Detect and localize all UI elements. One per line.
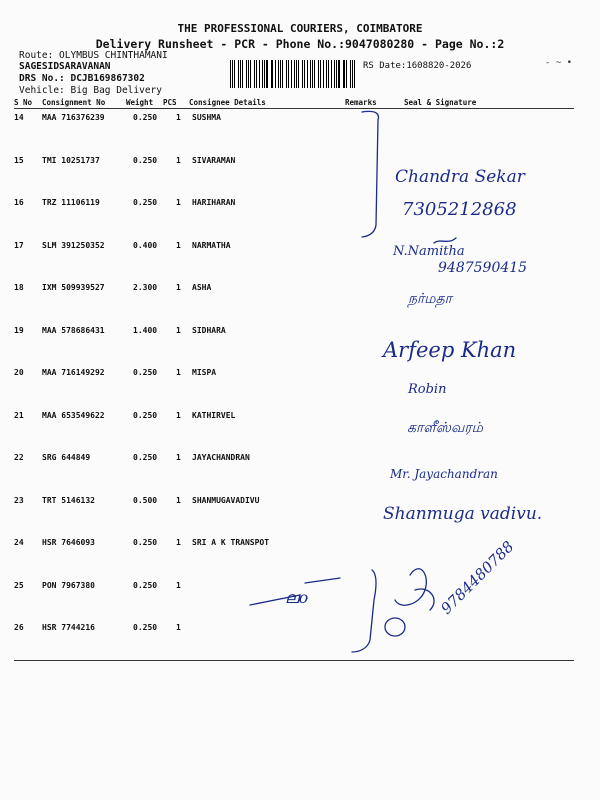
row-sno: 15 xyxy=(14,156,24,165)
row-consignment: MAA 578686431 xyxy=(42,326,105,335)
row-consignment: MAA 653549622 xyxy=(42,411,105,420)
row-consignment: IXM 509939527 xyxy=(42,283,105,292)
hw-phone1: 7305212868 xyxy=(402,199,517,220)
row-sno: 19 xyxy=(14,326,24,335)
hw-tamil-sig: நர்மதா xyxy=(408,291,452,307)
row-pcs: 1 xyxy=(176,156,181,165)
route-label: Route: OLYMBUS CHINTHAMANI xyxy=(19,50,168,61)
row-consignee: SIVARAMAN xyxy=(192,156,236,165)
row-consignment: HSR 7646093 xyxy=(42,538,95,547)
row-pcs: 1 xyxy=(176,283,181,292)
row-sno: 20 xyxy=(14,368,24,377)
runsheet-title: Delivery Runsheet - PCR - Phone No.:9047080280 - Page No.:2 xyxy=(95,37,505,51)
row-sno: 25 xyxy=(14,581,24,590)
row-weight: 0.250 xyxy=(133,581,158,590)
row-weight: 0.250 xyxy=(133,623,158,632)
row-consignee: NARMATHA xyxy=(192,241,231,250)
hw-robin: Robin xyxy=(408,382,447,397)
staff-overprint: SAGESIDSARAVANAN xyxy=(19,61,111,72)
row-consignment: TMI 10251737 xyxy=(42,156,100,165)
row-consignee: JAYACHANDRAN xyxy=(192,453,250,462)
hw-jayachandran: Mr. Jayachandran xyxy=(390,467,498,481)
hw-arfeep: Arfeep Khan xyxy=(383,338,517,362)
row-pcs: 1 xyxy=(176,113,181,122)
tick-mark xyxy=(434,238,456,243)
drs-number: DRS No.: DCJB169867302 xyxy=(19,73,145,84)
row-pcs: 1 xyxy=(176,538,181,547)
col-remarks: Remarks xyxy=(345,98,377,107)
row-pcs: 1 xyxy=(176,241,181,250)
col-weight: Weight xyxy=(126,98,154,107)
row-consignee: SIDHARA xyxy=(192,326,226,335)
row-consignee: SUSHMA xyxy=(192,113,221,122)
row-weight: 1.400 xyxy=(133,326,158,335)
signature-scrawl xyxy=(395,569,434,610)
row-consignment: MAA 716149292 xyxy=(42,368,105,377)
bracket-mark xyxy=(362,111,378,237)
row-pcs: 1 xyxy=(176,368,181,377)
row-sno: 23 xyxy=(14,496,24,505)
row-sno: 22 xyxy=(14,453,24,462)
hw-chandra: Chandra Sekar xyxy=(395,167,525,187)
row-consignment: HSR 7744216 xyxy=(42,623,95,632)
row-consignee: SRI A K TRANSPOT xyxy=(192,538,270,547)
bracket-mark-2 xyxy=(352,570,376,652)
row-consignee: HARIHARAN xyxy=(192,198,236,207)
row-consignee: KATHIRVEL xyxy=(192,411,236,420)
row-weight: 0.250 xyxy=(133,156,158,165)
row-consignee: MISPA xyxy=(192,368,217,377)
stray-marks: - ~ • xyxy=(545,58,573,68)
row-pcs: 1 xyxy=(176,623,181,632)
row-weight: 0.400 xyxy=(133,241,158,250)
vehicle-label: Vehicle: Big Bag Delivery xyxy=(19,85,162,96)
row-sno: 14 xyxy=(14,113,24,122)
row-weight: 0.250 xyxy=(133,411,158,420)
row-weight: 0.500 xyxy=(133,496,158,505)
row-consignment: MAA 716376239 xyxy=(42,113,105,122)
row-pcs: 1 xyxy=(176,496,181,505)
hw-narmatha: N.Namitha xyxy=(393,244,465,259)
col-consignee: Consignee Details xyxy=(189,98,266,107)
rs-date: RS Date:1608820-2026 xyxy=(363,61,472,71)
row-weight: 0.250 xyxy=(133,453,158,462)
row-consignee: SHANMUGAVADIVU xyxy=(192,496,260,505)
row-pcs: 1 xyxy=(176,581,181,590)
row-consignment: PON 7967380 xyxy=(42,581,95,590)
row-sno: 18 xyxy=(14,283,24,292)
row-weight: 0.250 xyxy=(133,198,158,207)
hw-shanmugavadivu: Shanmuga vadivu. xyxy=(383,504,543,524)
row-pcs: 1 xyxy=(176,198,181,207)
circled-number xyxy=(385,618,405,636)
row-pcs: 1 xyxy=(176,411,181,420)
row-pcs: 1 xyxy=(176,326,181,335)
row25-stroke-2 xyxy=(305,578,340,583)
company-title: THE PROFESSIONAL COURIERS, COIMBATORE xyxy=(177,22,423,35)
row-consignment: SLM 391250352 xyxy=(42,241,105,250)
row-consignment: TRT 5146132 xyxy=(42,496,95,505)
row-weight: 2.300 xyxy=(133,283,158,292)
hw-phone3: 9784480788 xyxy=(437,537,518,618)
col-consignment: Consignment No xyxy=(42,98,106,107)
row-sno: 26 xyxy=(14,623,24,632)
col-pcs: PCS xyxy=(163,98,177,107)
row-consignment: TRZ 11106119 xyxy=(42,198,100,207)
hw-tamil-sig2: காளீஸ்வரம் xyxy=(407,420,483,436)
col-sno: S No xyxy=(14,98,33,107)
row-weight: 0.250 xyxy=(133,113,158,122)
hw-row25-mark: ലo xyxy=(285,588,309,607)
row-consignee: ASHA xyxy=(192,283,212,292)
row-sno: 21 xyxy=(14,411,24,420)
row-weight: 0.250 xyxy=(133,538,158,547)
row-consignment: SRG 644849 xyxy=(42,453,91,462)
row-sno: 24 xyxy=(14,538,24,547)
row-weight: 0.250 xyxy=(133,368,158,377)
row-pcs: 1 xyxy=(176,453,181,462)
col-seal: Seal & Signature xyxy=(404,98,477,107)
hw-phone2: 9487590415 xyxy=(438,260,528,276)
row-sno: 16 xyxy=(14,198,24,207)
row-sno: 17 xyxy=(14,241,24,250)
